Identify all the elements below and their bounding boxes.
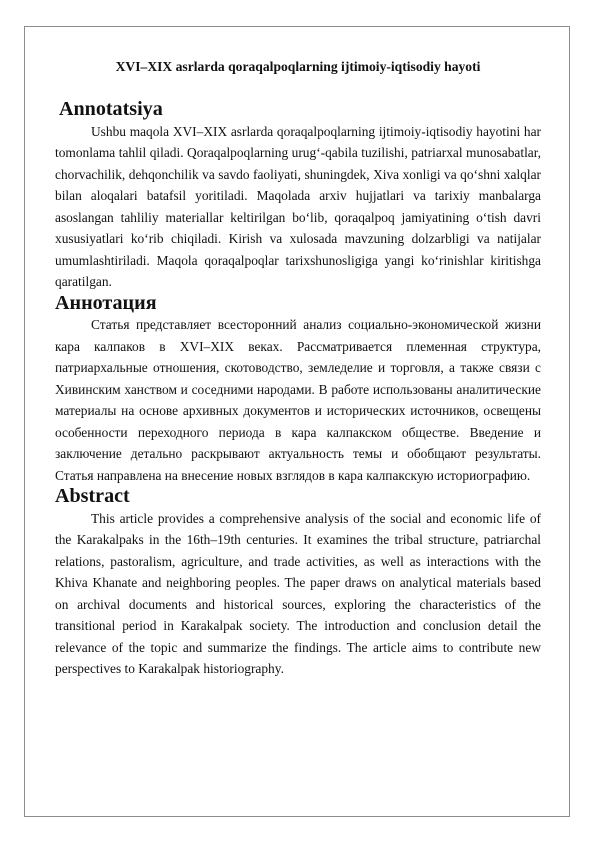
article-title: XVI–XIX asrlarda qoraqalpoqlarning ijtimoiy-iqtisodiy hayoti [115, 59, 481, 74]
annotation-uz-heading: Annotatsiya [59, 98, 163, 120]
title-spacer [55, 78, 541, 99]
annotation-uz-text: Ushbu maqola XVI–XIX asrlarda qoraqalpoqlarning ijtimoiy-iqtisodiy hayotini har tomonlama tahlil qiladi. Qoraqalpoqlarning urug‘-qabila tuzilishi, patriarxal munosabatlar, chorvachilik, dehqonchilik va savdo faoliyati, shuningdek, Xiva xonligi va qo‘shni xalqlar bilan aloqalari batafsil yoritiladi. Maqolada arxiv hujjatlari va tarixiy manbalarga asoslangan tahliliy materiallar keltirilgan bo‘lib, qoraqalpoq jamiyatining o‘tish davri xususiyatlari ko‘rib chiqiladi. Kirish va xulosada mavzuning dolzarbligi va natijalar umumlashtiriladi. Maqola qoraqalpoqlar tarixshunosligiga yangi ko‘rinishlar kiritishga qaratilgan. [55, 123, 541, 289]
abstract-en-text: This article provides a comprehensive analysis of the social and economic life of the Karakalpaks in the 16th–19th centuries. It examines the tribal structure, patriarchal relations, pastoralism, agriculture, and trade activities, as well as interactions with the Khiva Khanate and neighboring peoples. The paper draws on analytical materials based on archival documents and historical sources, exploring the characteristics of the transitional period in Karakalpak society. The introduction and conclusion detail the relevance of the topic and summarize the findings. The article aims to contribute new perspectives to Karakalpak historiography. [55, 510, 541, 676]
annotation-ru-heading: Аннотация [55, 291, 157, 314]
abstract-en-heading: Abstract [55, 485, 130, 507]
annotation-ru-text: Статья представляет всесторонний анализ социально-экономической жизни кара калпаков в XVI–XIX веках. Рассматривается племенная структура, патриархальные отношения, скотоводство, земледелие и торговля, а также связи с Хивинским ханством и соседними народами. В работе использованы аналитические материалы на основе архивных документов и исторических источников, освещены особенности переходного периода в кара калпакском обществе. Введение и заключение детально раскрывают актуальность темы и обобщают результаты. Статья направлена на внесение новых взглядов в кара калпакскую историографию. [55, 317, 541, 483]
article-content [55, 56, 541, 680]
page-frame [24, 26, 570, 817]
